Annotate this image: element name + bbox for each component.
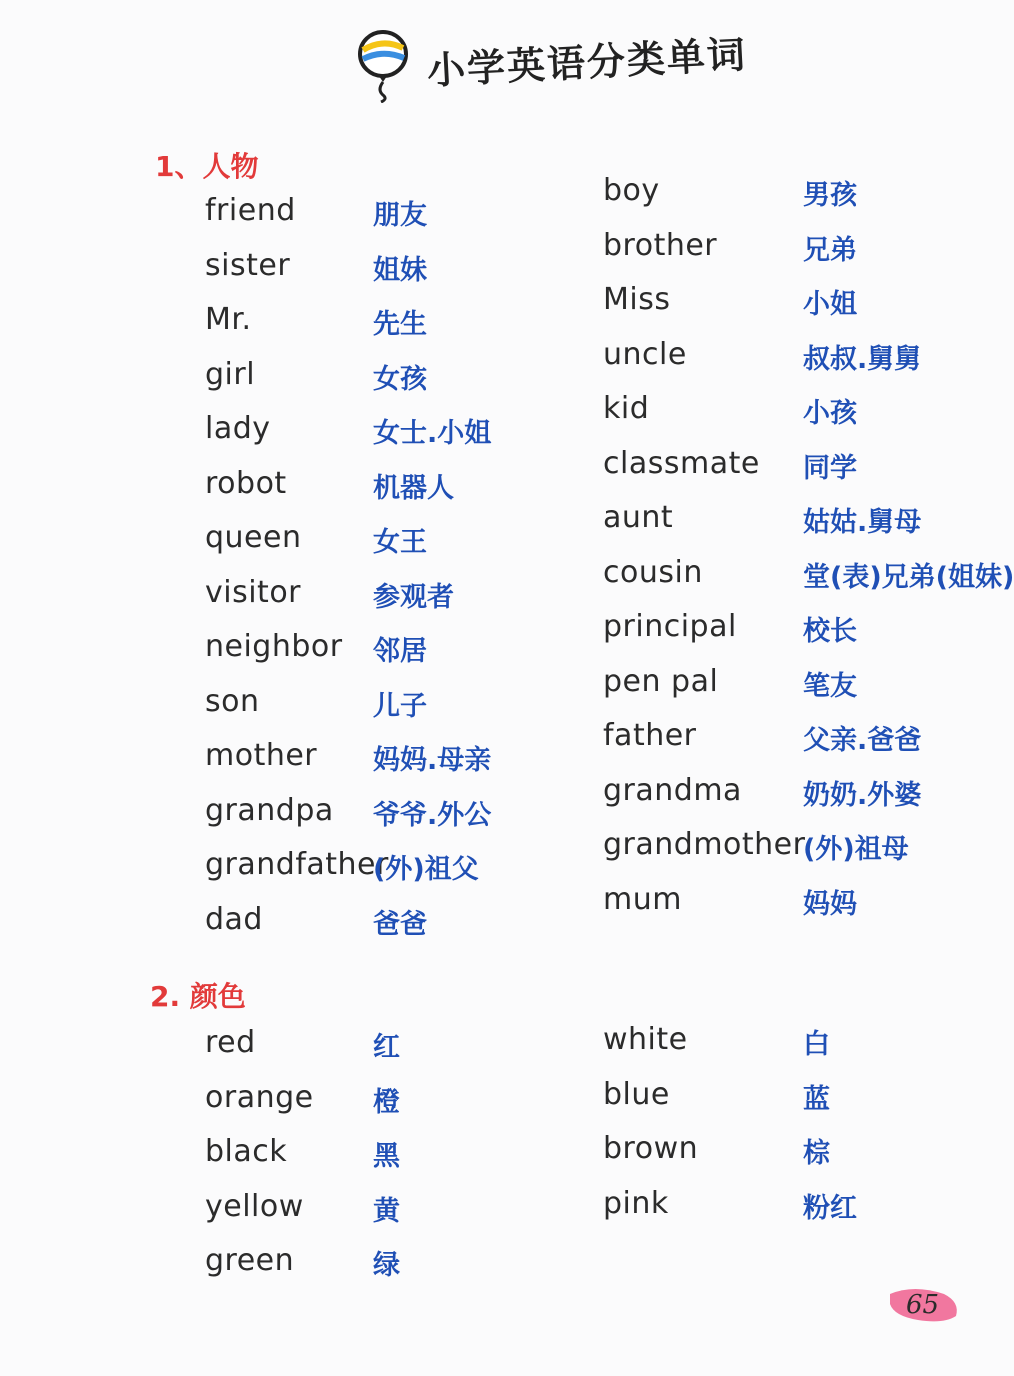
chinese-meaning: 粉红: [803, 1192, 857, 1224]
english-word: neighbor: [205, 629, 343, 664]
chinese-meaning: 男孩: [803, 180, 857, 211]
english-word: white: [603, 1022, 688, 1057]
english-word: grandmother: [603, 827, 806, 862]
chinese-meaning: 姑姑.舅母: [803, 507, 922, 538]
english-word: girl: [205, 356, 256, 392]
chinese-meaning: 参观者: [373, 581, 454, 613]
english-word: lady: [205, 411, 271, 446]
chinese-meaning: 橙: [373, 1086, 400, 1118]
english-word: orange: [205, 1079, 314, 1115]
chinese-meaning: 堂(表)兄弟(姐妹): [803, 561, 1014, 593]
english-word: kid: [603, 391, 650, 426]
english-word: Miss: [603, 282, 671, 317]
english-word: grandfather: [205, 847, 389, 882]
english-word: queen: [205, 520, 302, 555]
english-word: mother: [205, 738, 318, 773]
english-word: mum: [603, 881, 682, 917]
chinese-meaning: 爷爷.外公: [373, 799, 492, 831]
english-word: boy: [603, 173, 660, 208]
chinese-meaning: 妈妈: [803, 888, 857, 920]
english-word: pen pal: [603, 663, 719, 699]
chinese-meaning: 白: [803, 1029, 830, 1060]
chinese-meaning: 蓝: [803, 1083, 830, 1115]
english-word: grandma: [603, 772, 742, 808]
chinese-meaning: 校长: [803, 616, 857, 647]
english-word: brother: [603, 227, 718, 263]
page-number-marker: [884, 1280, 960, 1326]
section-heading: 1、人物: [155, 150, 259, 183]
chinese-meaning: 兄弟: [803, 234, 857, 266]
chinese-meaning: 女士.小姐: [373, 418, 492, 449]
chinese-meaning: 朋友: [373, 200, 427, 231]
english-word: son: [205, 683, 260, 719]
english-word: principal: [603, 609, 737, 644]
english-word: blue: [603, 1076, 670, 1112]
chinese-meaning: 女孩: [373, 363, 427, 395]
chinese-meaning: 先生: [373, 309, 427, 340]
chinese-meaning: 小姐: [803, 289, 857, 320]
english-word: visitor: [205, 574, 302, 610]
english-word: aunt: [603, 500, 674, 535]
english-word: dad: [205, 901, 263, 937]
english-word: pink: [603, 1185, 669, 1221]
english-word: red: [205, 1025, 256, 1060]
section-heading: 2. 颜色: [150, 980, 246, 1013]
chinese-meaning: 黄: [373, 1195, 400, 1227]
page-number: 65: [906, 1290, 940, 1320]
english-word: sister: [205, 247, 291, 283]
chinese-meaning: 父亲.爸爸: [803, 725, 922, 756]
title-block: [355, 28, 747, 103]
english-word: classmate: [603, 445, 760, 481]
chinese-meaning: 女王: [373, 527, 427, 558]
english-word: robot: [205, 465, 287, 501]
chinese-meaning: 同学: [803, 452, 857, 484]
chinese-meaning: 儿子: [373, 690, 427, 722]
english-word: father: [603, 718, 697, 753]
english-word: black: [205, 1134, 288, 1169]
chinese-meaning: 绿: [373, 1250, 400, 1281]
english-word: yellow: [205, 1188, 304, 1224]
chinese-meaning: 姐妹: [373, 254, 427, 286]
english-word: brown: [603, 1131, 699, 1166]
balloon-icon: [355, 28, 413, 103]
chinese-meaning: 叔叔.舅舅: [803, 343, 922, 375]
chinese-meaning: 小孩: [803, 398, 857, 429]
page-title: 小学英语分类单词: [426, 32, 748, 93]
chinese-meaning: 黑: [373, 1141, 400, 1172]
english-word: Mr.: [205, 302, 252, 337]
chinese-meaning: 红: [373, 1032, 400, 1063]
english-word: cousin: [603, 554, 703, 590]
chinese-meaning: 邻居: [373, 636, 427, 667]
chinese-meaning: 笔友: [803, 670, 857, 702]
chinese-meaning: 奶奶.外婆: [803, 779, 922, 811]
chinese-meaning: (外)祖父: [373, 854, 479, 885]
chinese-meaning: 机器人: [373, 472, 454, 504]
english-word: green: [205, 1243, 295, 1278]
english-word: friend: [205, 193, 296, 228]
chinese-meaning: (外)祖母: [803, 834, 909, 865]
chinese-meaning: 棕: [803, 1138, 830, 1169]
chinese-meaning: 爸爸: [373, 908, 427, 940]
chinese-meaning: 妈妈.母亲: [373, 745, 492, 776]
english-word: grandpa: [205, 792, 334, 828]
english-word: uncle: [603, 336, 687, 372]
